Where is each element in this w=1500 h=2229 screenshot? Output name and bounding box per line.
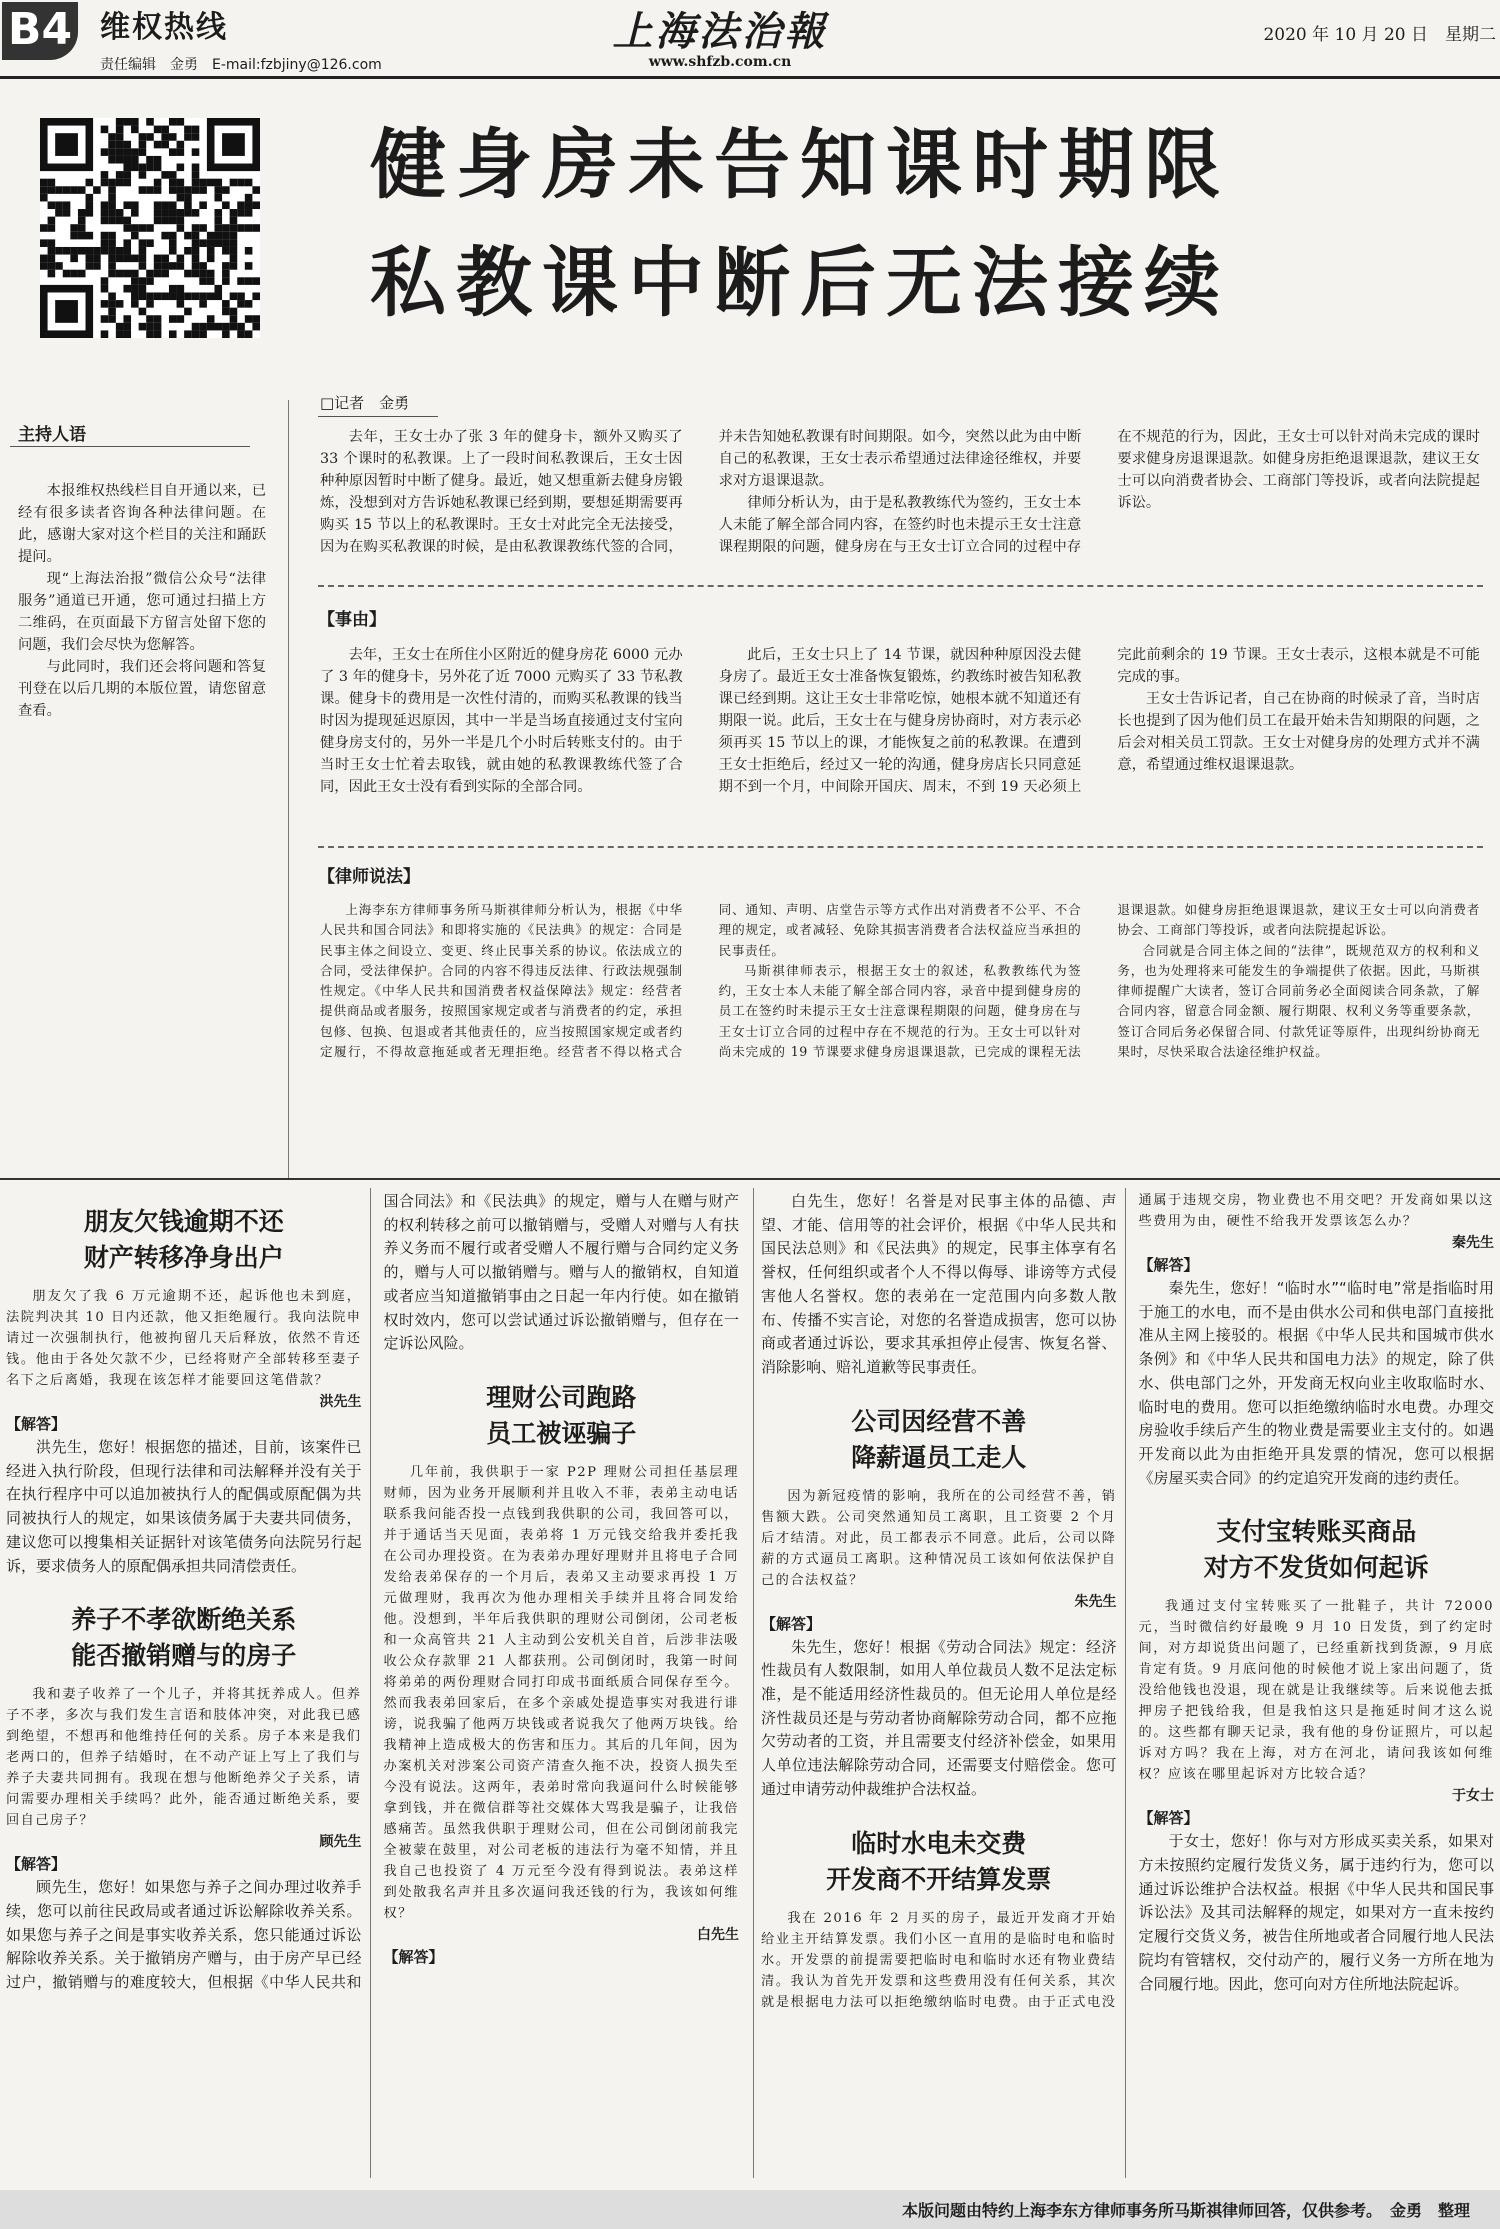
byline-rule xyxy=(318,416,438,417)
qa-answer-label: 【解答】 xyxy=(383,1947,444,1966)
qa-signature: 秦先生 xyxy=(1452,1235,1494,1251)
qa-signature: 顾先生 xyxy=(319,1834,362,1851)
host-column xyxy=(18,480,266,722)
qa-answer-label: 【解答】 xyxy=(6,1855,67,1874)
qa-question: 因为新冠疫情的影响，我所在的公司经营不善，销售额大跌。公司突然通知员工离职，且工资要 2 个月后才结清。对此，员工都表示不同意。此后，公司以降薪的方式逼员工离职。这种情况员工该如何依法保护自己的合法权益？ xyxy=(761,1488,1117,1588)
qa-title: 支付宝转账买商品 对方不发货如何起诉 xyxy=(1203,1517,1429,1583)
header-rule xyxy=(0,76,1500,79)
lawyer-paragraph: 合同就是合同主体之间的“法律”，既规范双方的权利和义务，也为处理将来可能发生的争端提供了依据。因此，马斯祺律师提醒广大读者，签订合同前务必全面阅读合同条款，了解合同内容，留意合同金额、履行期限、权利义务等重要条款，签订合同后务必保留合同、付款凭证等原件，出现纠纷协商无果时，尽快采取合法途径维护权益。 xyxy=(1117,942,1480,1060)
dashed-divider xyxy=(318,585,1483,587)
qa-answer: 朱先生，您好！根据《劳动合同法》规定：经济性裁员有人数限制，如用人单位裁员人数不足法定标准，是不能适用经济性裁员的。但无论用人单位是经济性裁员还是与劳动者协商解除劳动合同，都不应拖欠劳动者的工资，并且需要支付经济补偿金，如果用人单位违法解除劳动合同，还需要支付赔偿金。您可通过申请劳动仲裁维护合法权益。 xyxy=(761,1637,1117,1798)
qa-title: 养子不孝欲断绝关系 能否撤销赠与的房子 xyxy=(71,1605,297,1671)
qa-signature: 朱先生 xyxy=(1074,1593,1117,1610)
qa-title: 公司因经营不善 降薪逼员工走人 xyxy=(851,1406,1027,1472)
issue-date: 2020 年 10 月 20 日 星期二 xyxy=(1263,25,1496,45)
qa-signature: 洪先生 xyxy=(319,1394,362,1410)
section-title: 维权热线 xyxy=(100,10,228,45)
qa-question: 我和妻子收养了一个儿子，并将其抚养成人。但养子不孝，多次与我们发生言语和肢体冲突，对此我已感到绝望，不想再和他维持任何的关系。房子本来是我们老两口的，但养子结婚时，在不动产证上写上了我们与养子夫妻共同拥有。我现在想与他断绝养父子关系，请问需要办理相关手续吗？此外，能否通过断绝关系，要回自己房子？ xyxy=(6,1687,362,1829)
dashed-divider xyxy=(318,846,1483,848)
qa-item xyxy=(761,1390,1117,1802)
qa-question: 朋友欠了我 6 万元逾期不还，起诉他也未到庭，法院判决其 10 日内还款，他又拒绝履行。我向法院申请过一次强制执行，他被拘留几天后释放，依然不肯还钱。他由于各处欠款不少，已经将财产全部转移至妻子名下之后离婚，我现在该怎样才能要回这笔借款？ xyxy=(6,1289,362,1388)
qa-answer: 白先生，您好！名誉是对民事主体的品德、声望、才能、信用等的社会评价，根据《中华人民共和国民法总则》和《民法典》的规定，民事主体享有名誉权，任何组织或者个人不得以侮辱、诽谤等方式侵害他人名誉权。您的表弟在一定范围内向多数人散布、传播不实言论，对您的名誉造成损害，您可以协商或者通过诉讼，要求其承担停止侵害、恢复名誉、消除影响、赔礼道歉等民事责任。 xyxy=(761,1192,1117,1376)
qa-item xyxy=(6,1190,362,1578)
qa-title: 临时水电未交费 开发商不开结算发票 xyxy=(826,1828,1052,1894)
cause-text xyxy=(320,644,1480,836)
lawyer-text xyxy=(320,900,1480,1160)
sidebar-divider xyxy=(288,400,289,1180)
qa-question: 我在 2016 年 2 月买的房子，最近开发商才开始给业主开结算发票。我们小区一直用的是临时电和临时水。开发票的前提需要把临时电和临时水还有物业费结清。我认为首先开发票和这些费用没有任何关系，其次就是根据电力法可以拒绝缴纳临时电费。由于正式电没通属于违规交房，物业费也不用交吧？开发商如果以这些费用为由，硬性不给我开发票该怎么办？ xyxy=(761,1193,1494,2010)
qr-code[interactable] xyxy=(40,118,260,338)
host-label: 主持人语 xyxy=(18,425,86,445)
qa-question: 几年前，我供职于一家 P2P 理财公司担任基层理财师，因为业务开展顺利并且收入不菲，表弟主动电话联系我问能否投一点钱到我供职的公司，我回答可以，并于通话当天见面，表弟将 1 万元钱交给我并委托我在公司办理投资。在为表弟办理好理财并且将电子合同发给表弟保存的一个月后，表弟又主动要求再投 1 万元做理财，我再次为他办理相关手续并且将合同发给他。没想到，半年后我供职的理财公司倒闭，公司老板和一众高管共 21 人主动到公安机关自首，后涉非法吸收公众存款罪 21 人都获刑。公司倒闭时，我第一时间将弟弟的两份理财合同打印成书面纸质合同保存至今。然而我表弟回家后，在多个亲戚处提造事实对我进行诽谤，说我骗了他两万块钱或者说我欠了他两万块钱。给我精神上造成极大的伤害和压力。其后的几年间，因为办案机关对涉案公司资产清查久拖不决，投资人损失至今没有说法。这两年，表弟时常向我逼问什么时候能够拿到钱，并在微信群等社交媒体大骂我是骗子，让我倍感痛苦。虽然我供职于理财公司，但在公司倒闭前我完全被蒙在鼓里，对公司老板的违法行为毫不知情，并且我自己也投资了 4 万元至今没有得到说法。表弟这样到处散我名声并且多次逼问我还钱的行为，我该如何维权？ xyxy=(383,1464,739,1921)
host-paragraph: 现“上海法治报”微信公众号“法律服务”通道已开通，您可通过扫描上方二维码，在页面最下方留言处留下您的问题，我们会尽快为您解答。 xyxy=(18,571,266,653)
lead-paragraph: 去年，王女士办了张 3 年的健身卡，额外又购买了 33 个课时的私教课。上了一段时间私教课后，王女士因种种原因暂时中断了健身。最近，她又想重新去健身房锻炼，没想到对方告诉她私教课已经到期，要想延期需要再购买 15 节以上的私教课时。王女士对此完全无法接受，因为在购买私教课的时候，是由私教课教练代签的合同，并未告知她私教课有时间期限。如今，突然以此为由中断自己的私教课，王女士表示希望通过法律途径维权，并要求对方退课退款。 xyxy=(320,429,1082,555)
qa-signature: 白先生 xyxy=(697,1926,739,1943)
host-paragraph: 本报维权热线栏目自开通以来，已经有很多读者咨询各种法律问题。在此，感谢大家对这个栏目的关注和踊跃提问。 xyxy=(18,483,266,565)
editor-line: 责任编辑 金勇 E-mail:fzbjiny@126.com xyxy=(100,57,382,73)
qa-title: 理财公司跑路 员工被诬骗子 xyxy=(486,1382,637,1448)
qa-item xyxy=(1139,1500,1495,1996)
qa-question: 我通过支付宝转账买了一批鞋子，共计 72000 元，当时微信约好最晚 9 月 10 日发货，到了约定时间，对方却说货出问题了，已经重新找到货源，9 月底肯定有货。9 月底问他的时候他才说上家出问题了，货没给他钱也没退，现在就是让我继续等。后来说他去抵押房子把钱给我，但是我怕这只是拖延时间才这么说的。这些都有聊天记录，我有他的身份证照片，可以起诉对方吗？我在上海，对方在河北，请问我该如何维权？应该在哪里起诉对方比较合适？ xyxy=(1138,1599,1494,1783)
headline-line-2: 私教课中断后无法接续 xyxy=(370,238,1230,327)
footer-note: 本版问题由特约上海李东方律师事务所马斯祺律师回答，仅供参考。 金勇 整理 xyxy=(901,2201,1470,2220)
footer-bar xyxy=(0,2190,1500,2229)
qa-signature: 于女士 xyxy=(1452,1788,1494,1805)
lawyer-label: 【律师说法】 xyxy=(318,867,420,887)
cause-paragraph: 王女士告诉记者，自己在协商的时候录了音，当时店长也提到了因为他们员工在最开始未告知期限的问题，之后会对相关员工罚款。王女士对健身房的处理方式并不满意，希望通过维权退课退款。 xyxy=(1117,691,1480,773)
headline-line-1: 健身房未告知课时期限 xyxy=(370,120,1230,209)
qa-answer-label: 【解答】 xyxy=(1138,1256,1199,1274)
page-number: B4 xyxy=(2,2,78,60)
qa-answer: 顾先生，您好！如果您与养子之间办理过收养手续，您可以前往民政局或者通过诉讼解除收养关系。如果您与养子之间是事实收养关系，您只能通过诉讼解除收养关系。关于撤销房产赠与，由于房产早已经过户，撤销赠与的难度较大，但根据《中华人民共和国合同法》和《民法典》的规定，赠与人在赠与财产的权利转移之前可以撤销赠与，受赠人对赠与人有扶养义务而不履行或者受赠人不履行赠与合同约定义务的，赠与人可以撤销赠与。赠与人的撤销权，自知道或者应当知道撤销事由之日起一年内行使。如在撤销权时效内，您可以尝试通过诉讼撤销赠与，但存在一定诉讼风险。 xyxy=(6,1192,739,1992)
cause-label: 【事由】 xyxy=(318,610,386,630)
lawyer-paragraph: 马斯祺律师表示，根据王女士的叙述，私教教练代为签约，王女士本人未能了解全部合同内容，录音中提到健身房的员工在签约时未提示王女士注意课程期限的问题，健身房在与王女士订立合同的过程中存在不规范的行为。王女士可以针对尚未完成的 19 节课要求健身房退课退款，已完成的课程无法退课退款。如健身房拒绝退课退款，建议王女士可以向消费者协会、工商部门等投诉，或者向法院提起诉讼。 xyxy=(718,902,1480,1060)
section-rule xyxy=(0,1178,1500,1180)
masthead-logo: 上海法治報 xyxy=(612,8,828,55)
host-paragraph: 与此同时，我们还会将问题和答复刊登在以后几期的本版位置，请您留意查看。 xyxy=(18,659,266,719)
qa-area xyxy=(6,1190,1494,2180)
host-label-rule xyxy=(10,446,250,447)
cause-paragraph: 此后，王女士只上了 14 节课，就因种种原因没去健身房了。最近王女士准备恢复锻炼，约教练时被告知私教课已经到期。这让王女士非常吃惊，她根本就不知道还有期限一说。此后，王女士在与健身房协商时，对方表示必须再买 15 节以上的课，才能恢复之前的私教课。在遭到王女士拒绝后，经过又一轮的沟通，健身房店长只同意延期不到一个月，中间除开国庆、周末，不到 19 天必须上完此前剩余的 19 节课。王女士表示，这根本就是不可能完成的事。 xyxy=(718,647,1480,795)
byline: □记者 金勇 xyxy=(320,394,410,412)
qa-answer: 秦先生，您好！“临时水”“临时电”常是指临时用于施工的水电，而不是由供水公司和供电部门直接批准从主网上接驳的。根据《中华人民共和国城市供水条例》和《中华人民共和国电力法》的规定，除了供水、供电部门之外，开发商无权向业主收取临时水、临时电的费用。您可以拒绝缴纳临时水电费。办理交房验收手续后产生的物业费是需要业主支付的。如遇开发商以此为由拒绝开具发票的情况，您可以根据《房屋买卖合同》的约定追究开发商的违约责任。 xyxy=(1138,1279,1494,1487)
qa-answer-label: 【解答】 xyxy=(1138,1809,1199,1828)
lead-text xyxy=(320,426,1480,586)
lawyer-paragraph: 上海李东方律师事务所马斯祺律师分析认为，根据《中华人民共和国合同法》和即将实施的《民法典》的规定：合同是民事主体之间设立、变更、终止民事关系的协议。依法成立的合同，受法律保护。合同的内容不得违反法律、行政法规强制性规定。《中华人民共和国消费者权益保障法》规定：经营者提供商品或者服务，按照国家规定或者与消费者的约定，承担包修、包换、包退或者其他责任的，应当按照国家规定或者约定履行，不得故意拖延或者无理拒绝。经营者不得以格式合同、通知、声明、店堂告示等方式作出对消费者不公平、不合理的规定，或者减轻、免除其损害消费者合法权益应当承担的民事责任。 xyxy=(320,902,1082,1060)
qa-answer-label: 【解答】 xyxy=(6,1415,67,1433)
lead-paragraph: 律师分析认为，由于是私教教练代为签约，王女士本人未能了解全部合同内容，在签约时也未提示王女士注意课程期限的问题，健身房在与王女士订立合同的过程中存在不规范的行为，因此，王女士可以针对尚未完成的课时要求健身房退课退款。如健身房拒绝退课退款，建议王女士可以向消费者协会、工商部门等投诉，或者向法院提起诉讼。 xyxy=(718,429,1480,555)
cause-paragraph: 去年，王女士在所住小区附近的健身房花 6000 元办了 3 年的健身卡，另外花了近 7000 元购买了 33 节私教课。健身卡的费用是一次性付清的，而购买私教课的钱当时因为提现延迟原因，其中一半是当场直接通过支付宝向健身房支付的，另外一半是几个小时后转账支付的。由于当时王女士忙着去取钱，就由她的私教课教练代签了合同，因此王女士没有看到实际的全部合同。 xyxy=(320,647,683,795)
site-url[interactable]: www.shfzb.com.cn xyxy=(648,54,792,70)
qa-answer-label: 【解答】 xyxy=(761,1614,822,1633)
qr-modules xyxy=(40,118,260,338)
qa-answer: 洪先生，您好！根据您的描述，目前，该案件已经进入执行阶段，但现行法律和司法解释并没有关于在执行程序中可以追加被执行人的配偶或原配偶为共同被执行人的规定，如果该债务属于夫妻共同债务，建议您可以搜集相关证据针对该笔债务向法院另行起诉，要求债务人的原配偶承担共同清偿责任。 xyxy=(6,1438,362,1575)
qa-answer: 于女士，您好！你与对方形成买卖关系，如果对方未按照约定履行发货义务，属于违约行为，您可以通过诉讼维护合法权益。根据《中华人民共和国民事诉讼法》及其司法解释的规定，如果对方一直未按约定履行交货义务，被告住所地或者合同履行地人民法院均有管辖权，交付动产的，履行义务一方所在地为合同履行地。因此，您可向对方住所地法院起诉。 xyxy=(1138,1832,1494,1993)
qa-title: 朋友欠钱逾期不还 财产转移净身出户 xyxy=(83,1207,284,1272)
